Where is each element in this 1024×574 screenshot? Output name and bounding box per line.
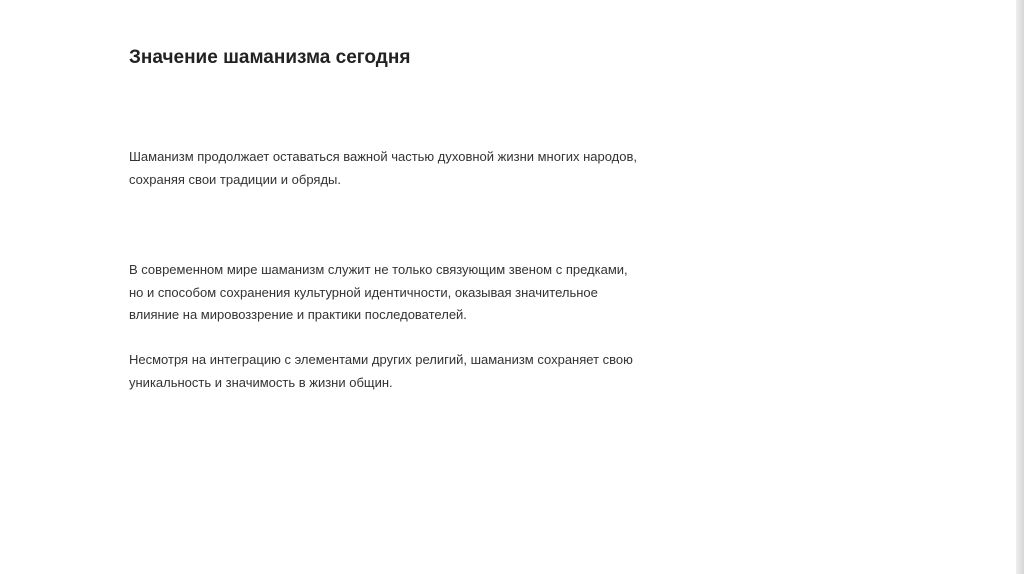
paragraph-line: Несмотря на интеграцию с элементами других религий, шаманизм сохраняет свою — [129, 352, 633, 367]
slide-title: Значение шаманизма сегодня — [129, 47, 411, 68]
slide-edge-shadow — [1016, 0, 1024, 574]
paragraph-3 — [129, 349, 633, 394]
paragraph-line: В современном мире шаманизм служит не только связующим звеном с предками, — [129, 262, 628, 277]
paragraph-2 — [129, 259, 628, 327]
paragraph-line: сохраняя свои традиции и обряды. — [129, 171, 341, 187]
paragraph-1 — [129, 146, 637, 191]
paragraph-line: Шаманизм продолжает оставаться важной частью духовной жизни многих народов, — [129, 149, 638, 164]
paragraph-line: влияние на мировоззрение и практики последователей. — [129, 307, 467, 322]
paragraph-line: уникальность и значимость в жизни общин. — [129, 374, 393, 390]
paragraph-line: но и способом сохранения культурной идентичности, оказывая значительное — [129, 284, 598, 300]
